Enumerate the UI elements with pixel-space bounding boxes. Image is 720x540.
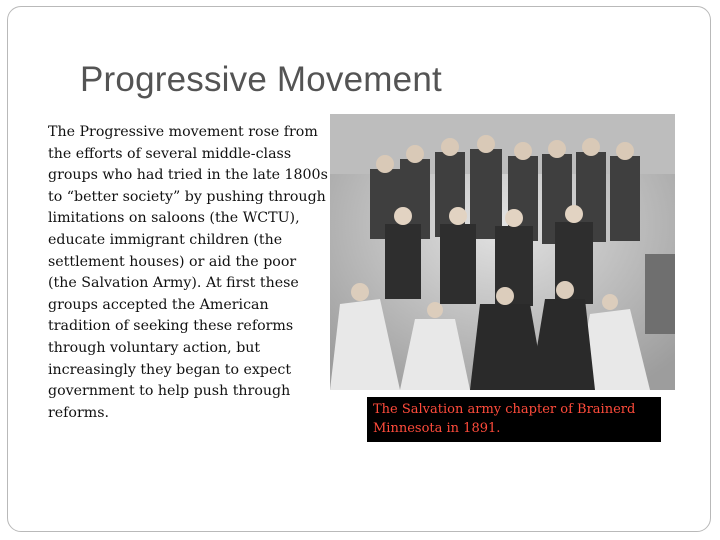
group-photo <box>330 114 675 390</box>
slide-title: Progressive Movement <box>80 60 442 99</box>
group-photo-illustration <box>330 114 675 390</box>
photo-caption: The Salvation army chapter of Brainerd Minnesota in 1891. <box>373 402 636 436</box>
slide-body-text: The Progressive movement rose from the efforts of several middle-class groups who had tried in the late 1800s to “better society” by pushing through limitations on saloons (the WCTU), educate immigrant children (the settlement houses) or aid the poor (the Salvation Army). At first these groups accepted the American tradition of seeking these reforms through voluntary action, but increasingly they began to expect government to help push through reforms. <box>48 124 328 421</box>
photo-caption-box <box>367 397 661 442</box>
